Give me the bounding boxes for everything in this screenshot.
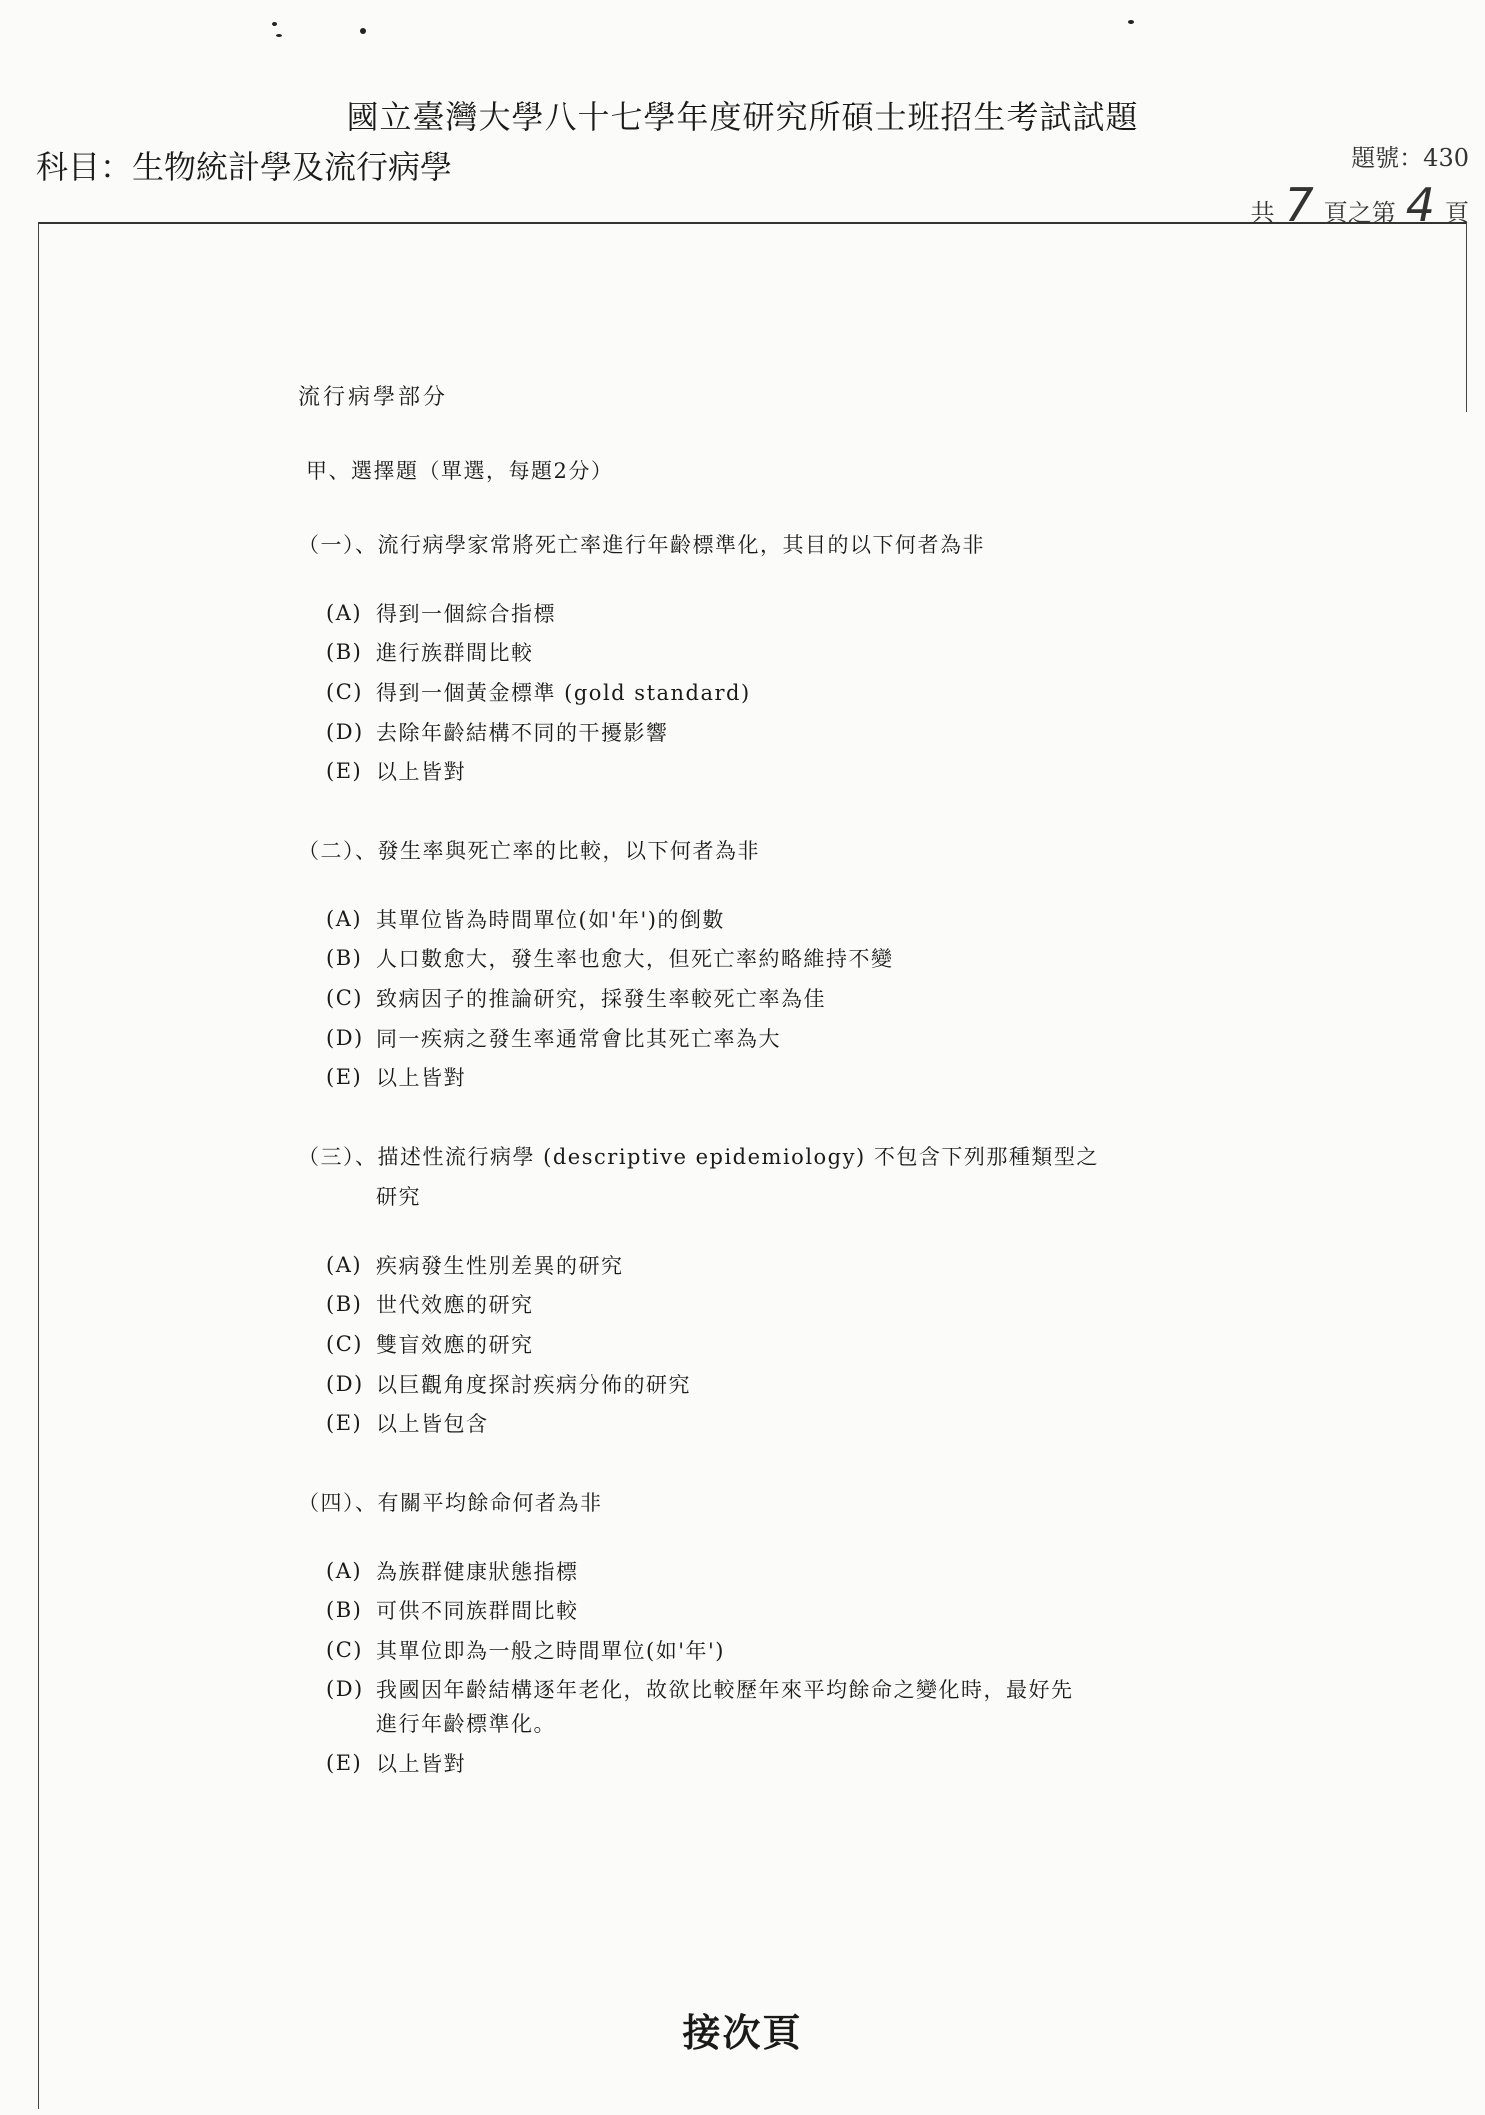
option-letter: (B) <box>326 946 363 971</box>
question <box>298 835 1298 1097</box>
question-text: 描述性流行病學 (descriptive epidemiology) 不包含下列那種類型之 <box>377 1144 1099 1169</box>
option-letter: (B) <box>326 640 363 665</box>
pages-mid: 頁之第 <box>1323 199 1396 227</box>
option-item <box>326 712 1298 752</box>
option-letter: (C) <box>326 679 363 704</box>
exam-title: 國立臺灣大學八十七學年度研究所碩士班招生考試試題 <box>346 98 1139 136</box>
option-text: 去除年齡結構不同的干擾影響 <box>376 720 669 745</box>
question <box>298 1141 1298 1443</box>
exam-content <box>298 380 1298 1826</box>
subject-line: 科目：生物統計學及流行病學 <box>36 148 453 186</box>
option-list <box>326 593 1298 791</box>
option-letter: (A) <box>326 906 363 931</box>
option-text: 其單位即為一般之時間單位(如'年') <box>376 1638 725 1663</box>
scan-speck <box>1128 20 1134 24</box>
option-letter: (D) <box>326 1371 364 1396</box>
question <box>298 529 1298 791</box>
option-item <box>326 672 1298 712</box>
question-text-continued: 研究 <box>376 1184 421 1209</box>
option-text: 可供不同族群間比較 <box>376 1599 579 1624</box>
pages-suffix: 頁 <box>1445 199 1469 227</box>
option-letter: (B) <box>326 1598 363 1623</box>
option-item <box>326 1591 1298 1631</box>
option-item <box>326 1551 1298 1591</box>
option-text: 以上皆對 <box>376 1066 466 1091</box>
option-item <box>326 751 1298 791</box>
option-letter: (A) <box>326 1558 363 1583</box>
option-text: 我國因年齡結構逐年老化，故欲比較歷年來平均餘命之變化時，最好先 <box>376 1678 1074 1703</box>
pages-prefix: 共 <box>1250 199 1275 227</box>
pages-total: 7 <box>1284 178 1314 232</box>
option-text: 得到一個黃金標準 (gold standard) <box>376 680 751 705</box>
option-item <box>326 1018 1298 1058</box>
question-num: （二）、 <box>298 838 378 863</box>
scan-speck <box>276 34 282 37</box>
option-text: 進行族群間比較 <box>376 641 534 666</box>
next-page-note: 接次頁 <box>682 2011 803 2055</box>
question-num: （三）、 <box>298 1144 378 1169</box>
option-item <box>326 978 1298 1018</box>
option-item <box>326 1285 1298 1325</box>
option-text: 致病因子的推論研究，採發生率較死亡率為佳 <box>376 986 826 1011</box>
option-letter: (E) <box>326 1065 363 1090</box>
option-text: 以巨觀角度探討疾病分佈的研究 <box>376 1372 691 1397</box>
option-letter: (C) <box>326 985 363 1010</box>
question-text: 流行病學家常將死亡率進行年齡標準化，其目的以下何者為非 <box>377 533 985 557</box>
option-text: 人口數愈大，發生率也愈大，但死亡率約略維持不變 <box>376 947 894 972</box>
question-line <box>298 529 1298 559</box>
option-letter: (E) <box>326 1750 363 1775</box>
option-text: 以上皆對 <box>376 1751 466 1776</box>
option-item <box>326 633 1298 673</box>
option-item <box>326 1324 1298 1364</box>
option-text: 其單位皆為時間單位(如'年')的倒數 <box>376 907 725 932</box>
question-num: （四）、 <box>298 1490 378 1515</box>
option-item <box>326 1403 1298 1443</box>
option-text: 疾病發生性別差異的研究 <box>376 1253 624 1278</box>
option-text: 以上皆包含 <box>376 1412 489 1437</box>
scan-speck <box>360 28 366 34</box>
option-item <box>326 593 1298 633</box>
question <box>298 1487 1298 1783</box>
option-item <box>326 1245 1298 1285</box>
scan-speck <box>272 22 277 26</box>
exam-frame-right-edge <box>1466 222 1467 412</box>
question-number: 題號：430 <box>1351 144 1469 172</box>
option-letter: (A) <box>326 1252 363 1277</box>
question-text: 發生率與死亡率的比較，以下何者為非 <box>377 838 760 863</box>
option-letter: (D) <box>326 1025 364 1050</box>
question-text: 有關平均餘命何者為非 <box>377 1490 603 1515</box>
option-list <box>326 1245 1298 1443</box>
option-item <box>326 1630 1298 1670</box>
option-letter: (C) <box>326 1637 363 1662</box>
option-text: 以上皆對 <box>376 760 466 785</box>
option-letter: (D) <box>326 719 364 744</box>
option-letter: (D) <box>326 1677 364 1702</box>
option-item <box>326 939 1298 979</box>
question-line <box>298 1141 1298 1171</box>
option-text: 得到一個綜合指標 <box>376 601 556 626</box>
question-line <box>298 835 1298 865</box>
question-num: （一）、 <box>298 533 378 557</box>
option-text: 同一疾病之發生率通常會比其死亡率為大 <box>376 1026 781 1051</box>
option-letter: (E) <box>326 759 363 784</box>
option-text: 世代效應的研究 <box>376 1293 534 1318</box>
section-title: 流行病學部分 <box>298 385 449 410</box>
part-title: 甲、選擇題（單選，每題2分） <box>306 459 614 483</box>
option-list <box>326 899 1298 1097</box>
question-line <box>298 1487 1298 1517</box>
pages-current: 4 <box>1405 178 1435 232</box>
option-text-continued: 進行年齡標準化。 <box>376 1712 556 1737</box>
option-item <box>326 1364 1298 1404</box>
option-item <box>326 1743 1298 1783</box>
option-item <box>326 1057 1298 1097</box>
option-letter: (E) <box>326 1411 363 1436</box>
option-letter: (B) <box>326 1292 363 1317</box>
option-text: 雙盲效應的研究 <box>376 1332 534 1357</box>
option-list <box>326 1551 1298 1783</box>
option-letter: (A) <box>326 600 363 625</box>
option-item <box>326 899 1298 939</box>
option-letter: (C) <box>326 1331 363 1356</box>
option-text: 為族群健康狀態指標 <box>376 1559 579 1584</box>
